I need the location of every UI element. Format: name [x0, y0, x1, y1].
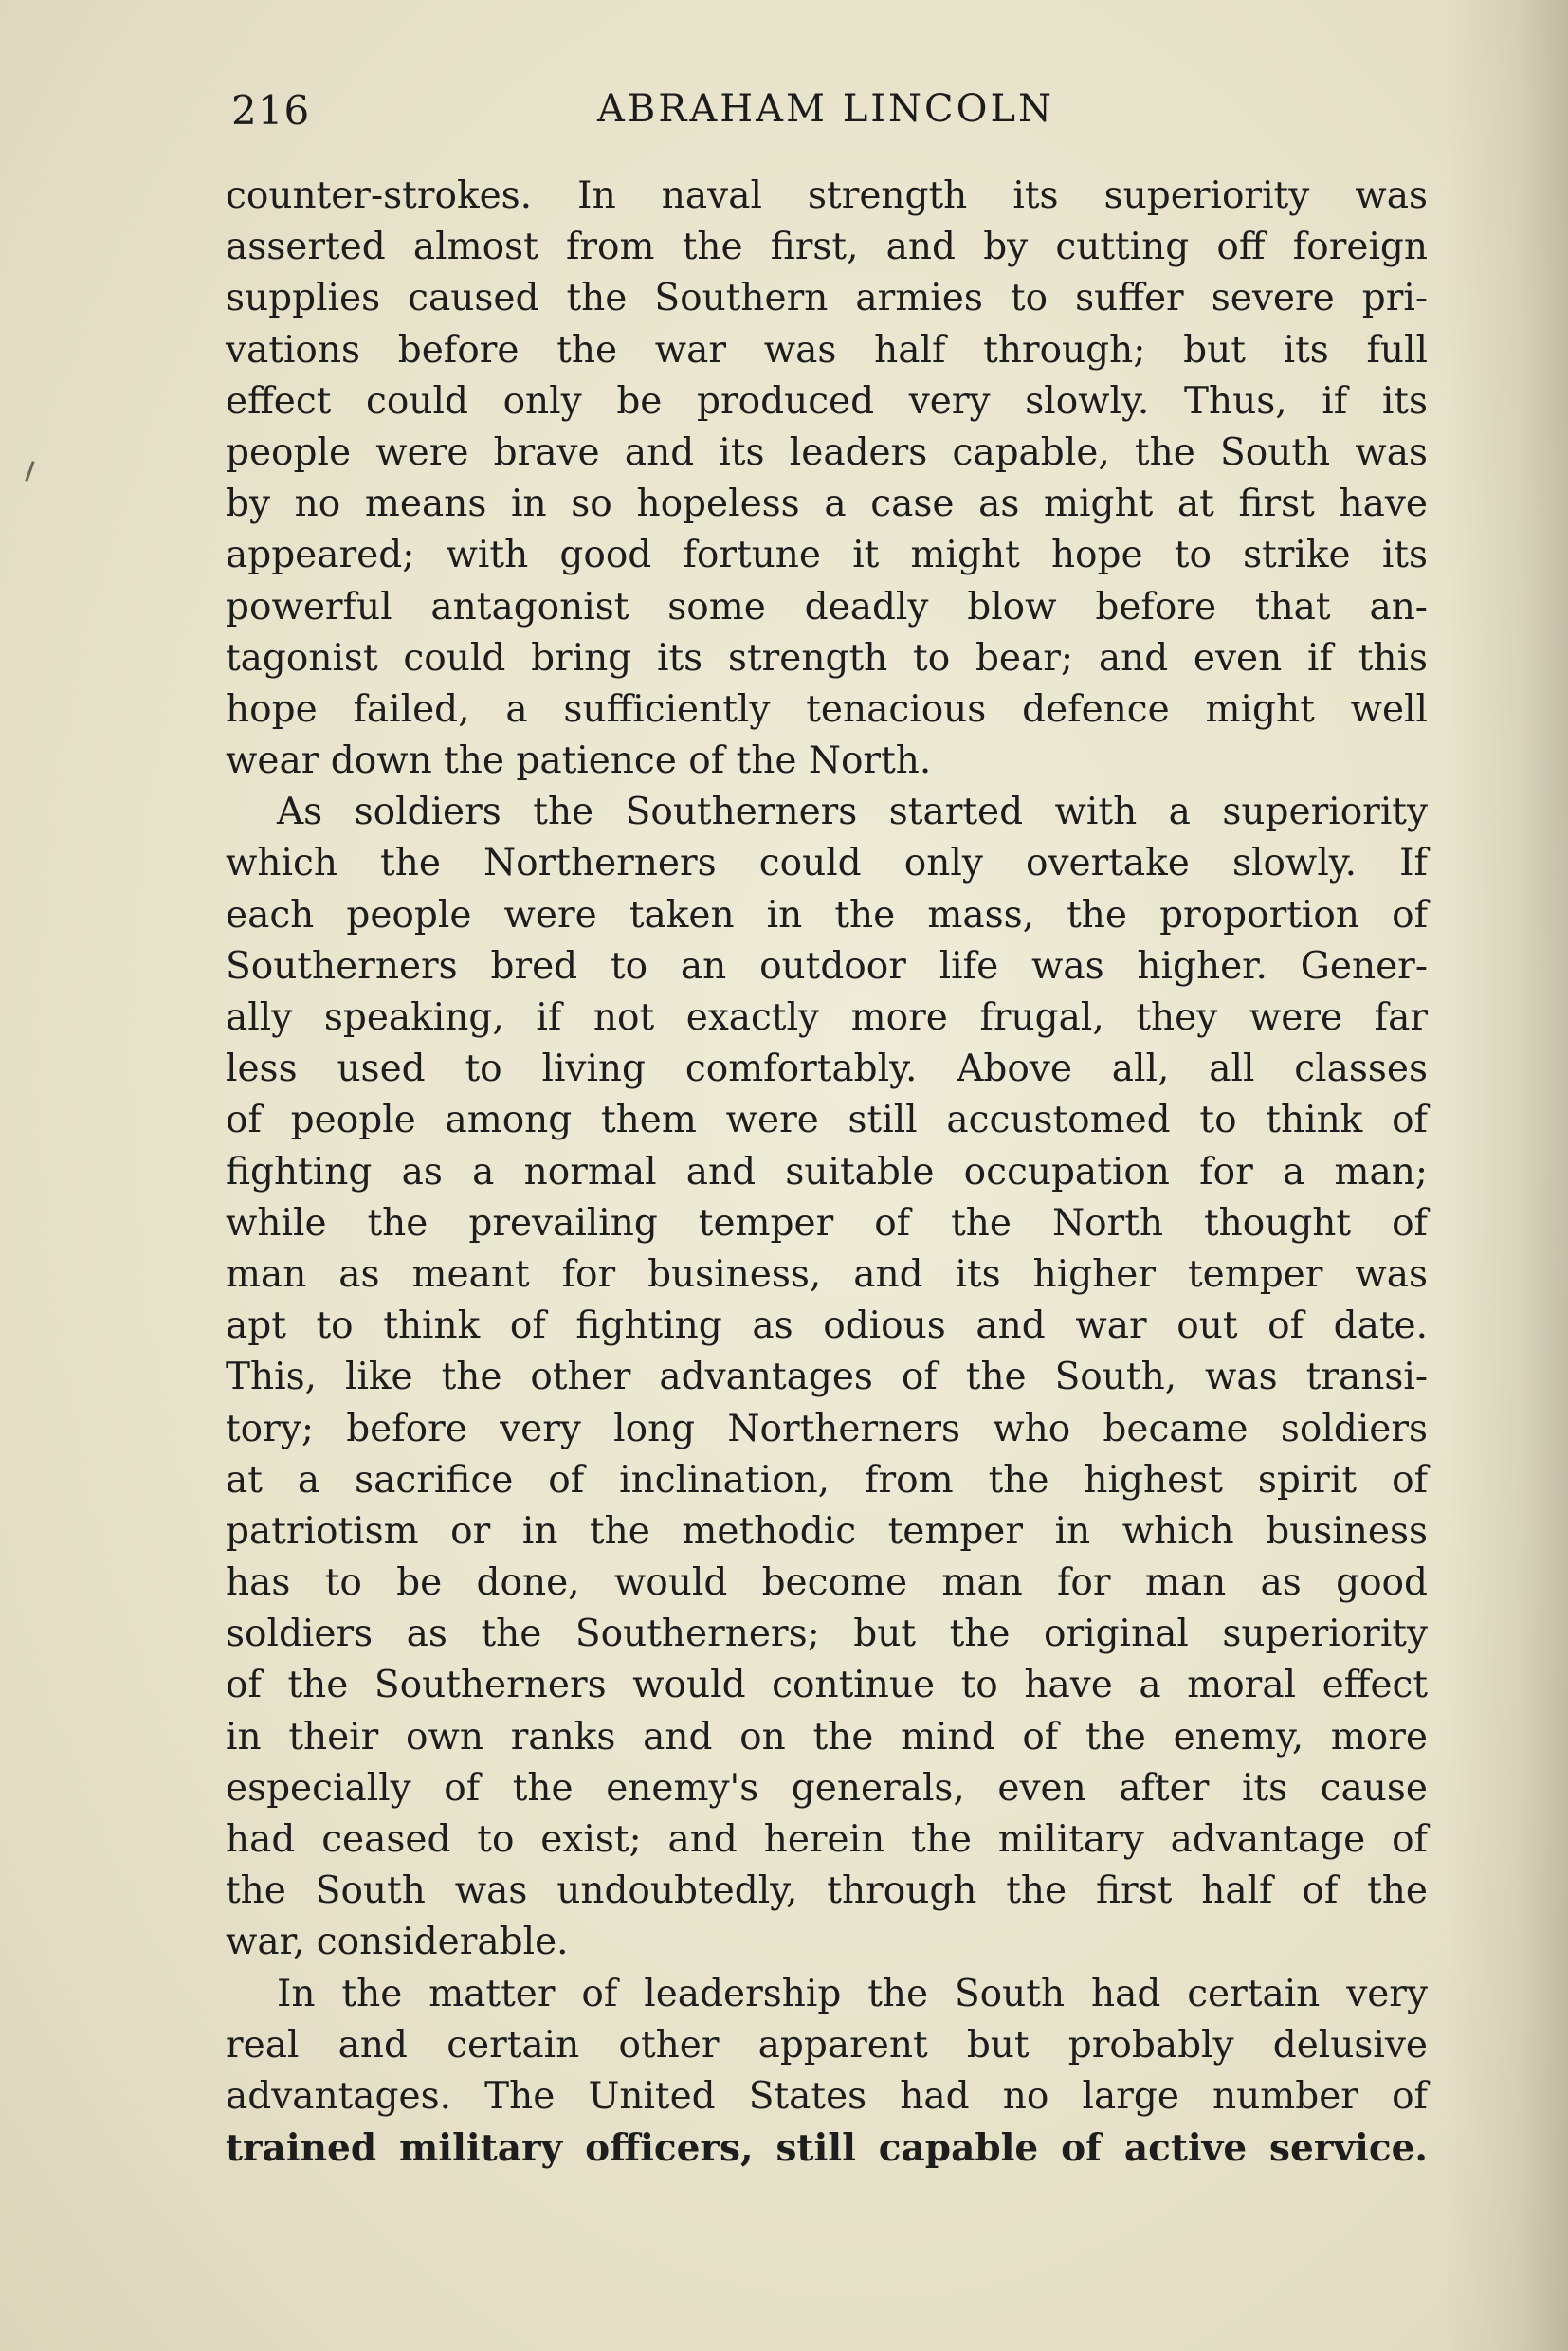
- text-line: at a sacrifice of inclination, from the highest spirit of: [226, 1458, 1428, 1502]
- text-line: ally speaking, if not exactly more frugal, they were far: [226, 996, 1428, 1039]
- text-line: in their own ranks and on the mind of the enemy, more: [226, 1715, 1428, 1759]
- text-line: apt to think of fighting as odious and war out of date.: [226, 1304, 1428, 1348]
- text-line: vations before the war was half through; but its full: [226, 328, 1428, 372]
- text-line: patriotism or in the methodic temper in which business: [226, 1509, 1428, 1553]
- page-edge-shadow: [1445, 0, 1568, 2351]
- text-line: powerful antagonist some deadly blow before that an-: [226, 585, 1428, 629]
- text-line: fighting as a normal and suitable occupation for a man;: [226, 1150, 1428, 1194]
- text-line: by no means in so hopeless a case as might at first have: [226, 483, 1428, 526]
- text-line: while the prevailing temper of the North thought of: [226, 1201, 1428, 1245]
- stray-ink-mark: [25, 461, 34, 482]
- text-line: effect could only be produced very slowly. Thus, if its: [226, 379, 1428, 423]
- text-line: man as meant for business, and its higher temper was: [226, 1252, 1428, 1296]
- text-line: In the matter of leadership the South had certain very: [277, 1972, 1428, 2015]
- text-line: tory; before very long Northerners who became soldiers: [226, 1407, 1428, 1450]
- text-line: hope failed, a sufficiently tenacious defence might well: [226, 687, 1428, 731]
- text-line: asserted almost from the first, and by cutting off foreign: [226, 226, 1428, 269]
- text-line: people were brave and its leaders capable, the South was: [226, 430, 1428, 474]
- text-line: As soldiers the Southerners started with a superiority: [277, 791, 1428, 834]
- text-line: counter-strokes. In naval strength its superiority was: [226, 174, 1428, 217]
- text-line: especially of the enemy's generals, even after its cause: [226, 1766, 1428, 1810]
- running-header: [224, 83, 1428, 140]
- text-line: supplies caused the Southern armies to suffer severe pri-: [226, 277, 1428, 320]
- text-line: soldiers as the Southerners; but the original superiority: [226, 1613, 1428, 1656]
- text-line: which the Northerners could only overtake slowly. If: [226, 842, 1428, 885]
- text-line: of the Southerners would continue to have a moral effect: [226, 1664, 1428, 1707]
- text-line: This, like the other advantages of the South, was transi-: [226, 1356, 1428, 1399]
- text-line: of people among them were still accustomed to think of: [226, 1099, 1428, 1142]
- text-line: had ceased to exist; and herein the military advantage of: [226, 1818, 1428, 1861]
- text-line: trained military officers, still capable of active service.: [226, 2126, 1428, 2171]
- text-line: advantages. The United States had no large number of: [226, 2074, 1428, 2118]
- text-line: has to be done, would become man for man as good: [226, 1561, 1428, 1605]
- text-line: wear down the patience of the North.: [226, 739, 932, 783]
- page-number: 216: [231, 87, 311, 134]
- text-line: the South was undoubtedly, through the first half of the: [226, 1869, 1428, 1913]
- text-line: each people were taken in the mass, the proportion of: [226, 893, 1428, 937]
- running-title: ABRAHAM LINCOLN: [596, 87, 1055, 131]
- text-line: tagonist could bring its strength to bear; and even if this: [226, 636, 1428, 680]
- text-line: less used to living comfortably. Above all, all classes: [226, 1048, 1428, 1091]
- text-line: real and certain other apparent but probably delusive: [226, 2023, 1428, 2067]
- text-line: Southerners bred to an outdoor life was higher. Gener-: [226, 944, 1428, 988]
- text-line: appeared; with good fortune it might hope to strike its: [226, 534, 1428, 577]
- text-line: war, considerable.: [226, 1921, 569, 1964]
- body-text: [226, 171, 1428, 2174]
